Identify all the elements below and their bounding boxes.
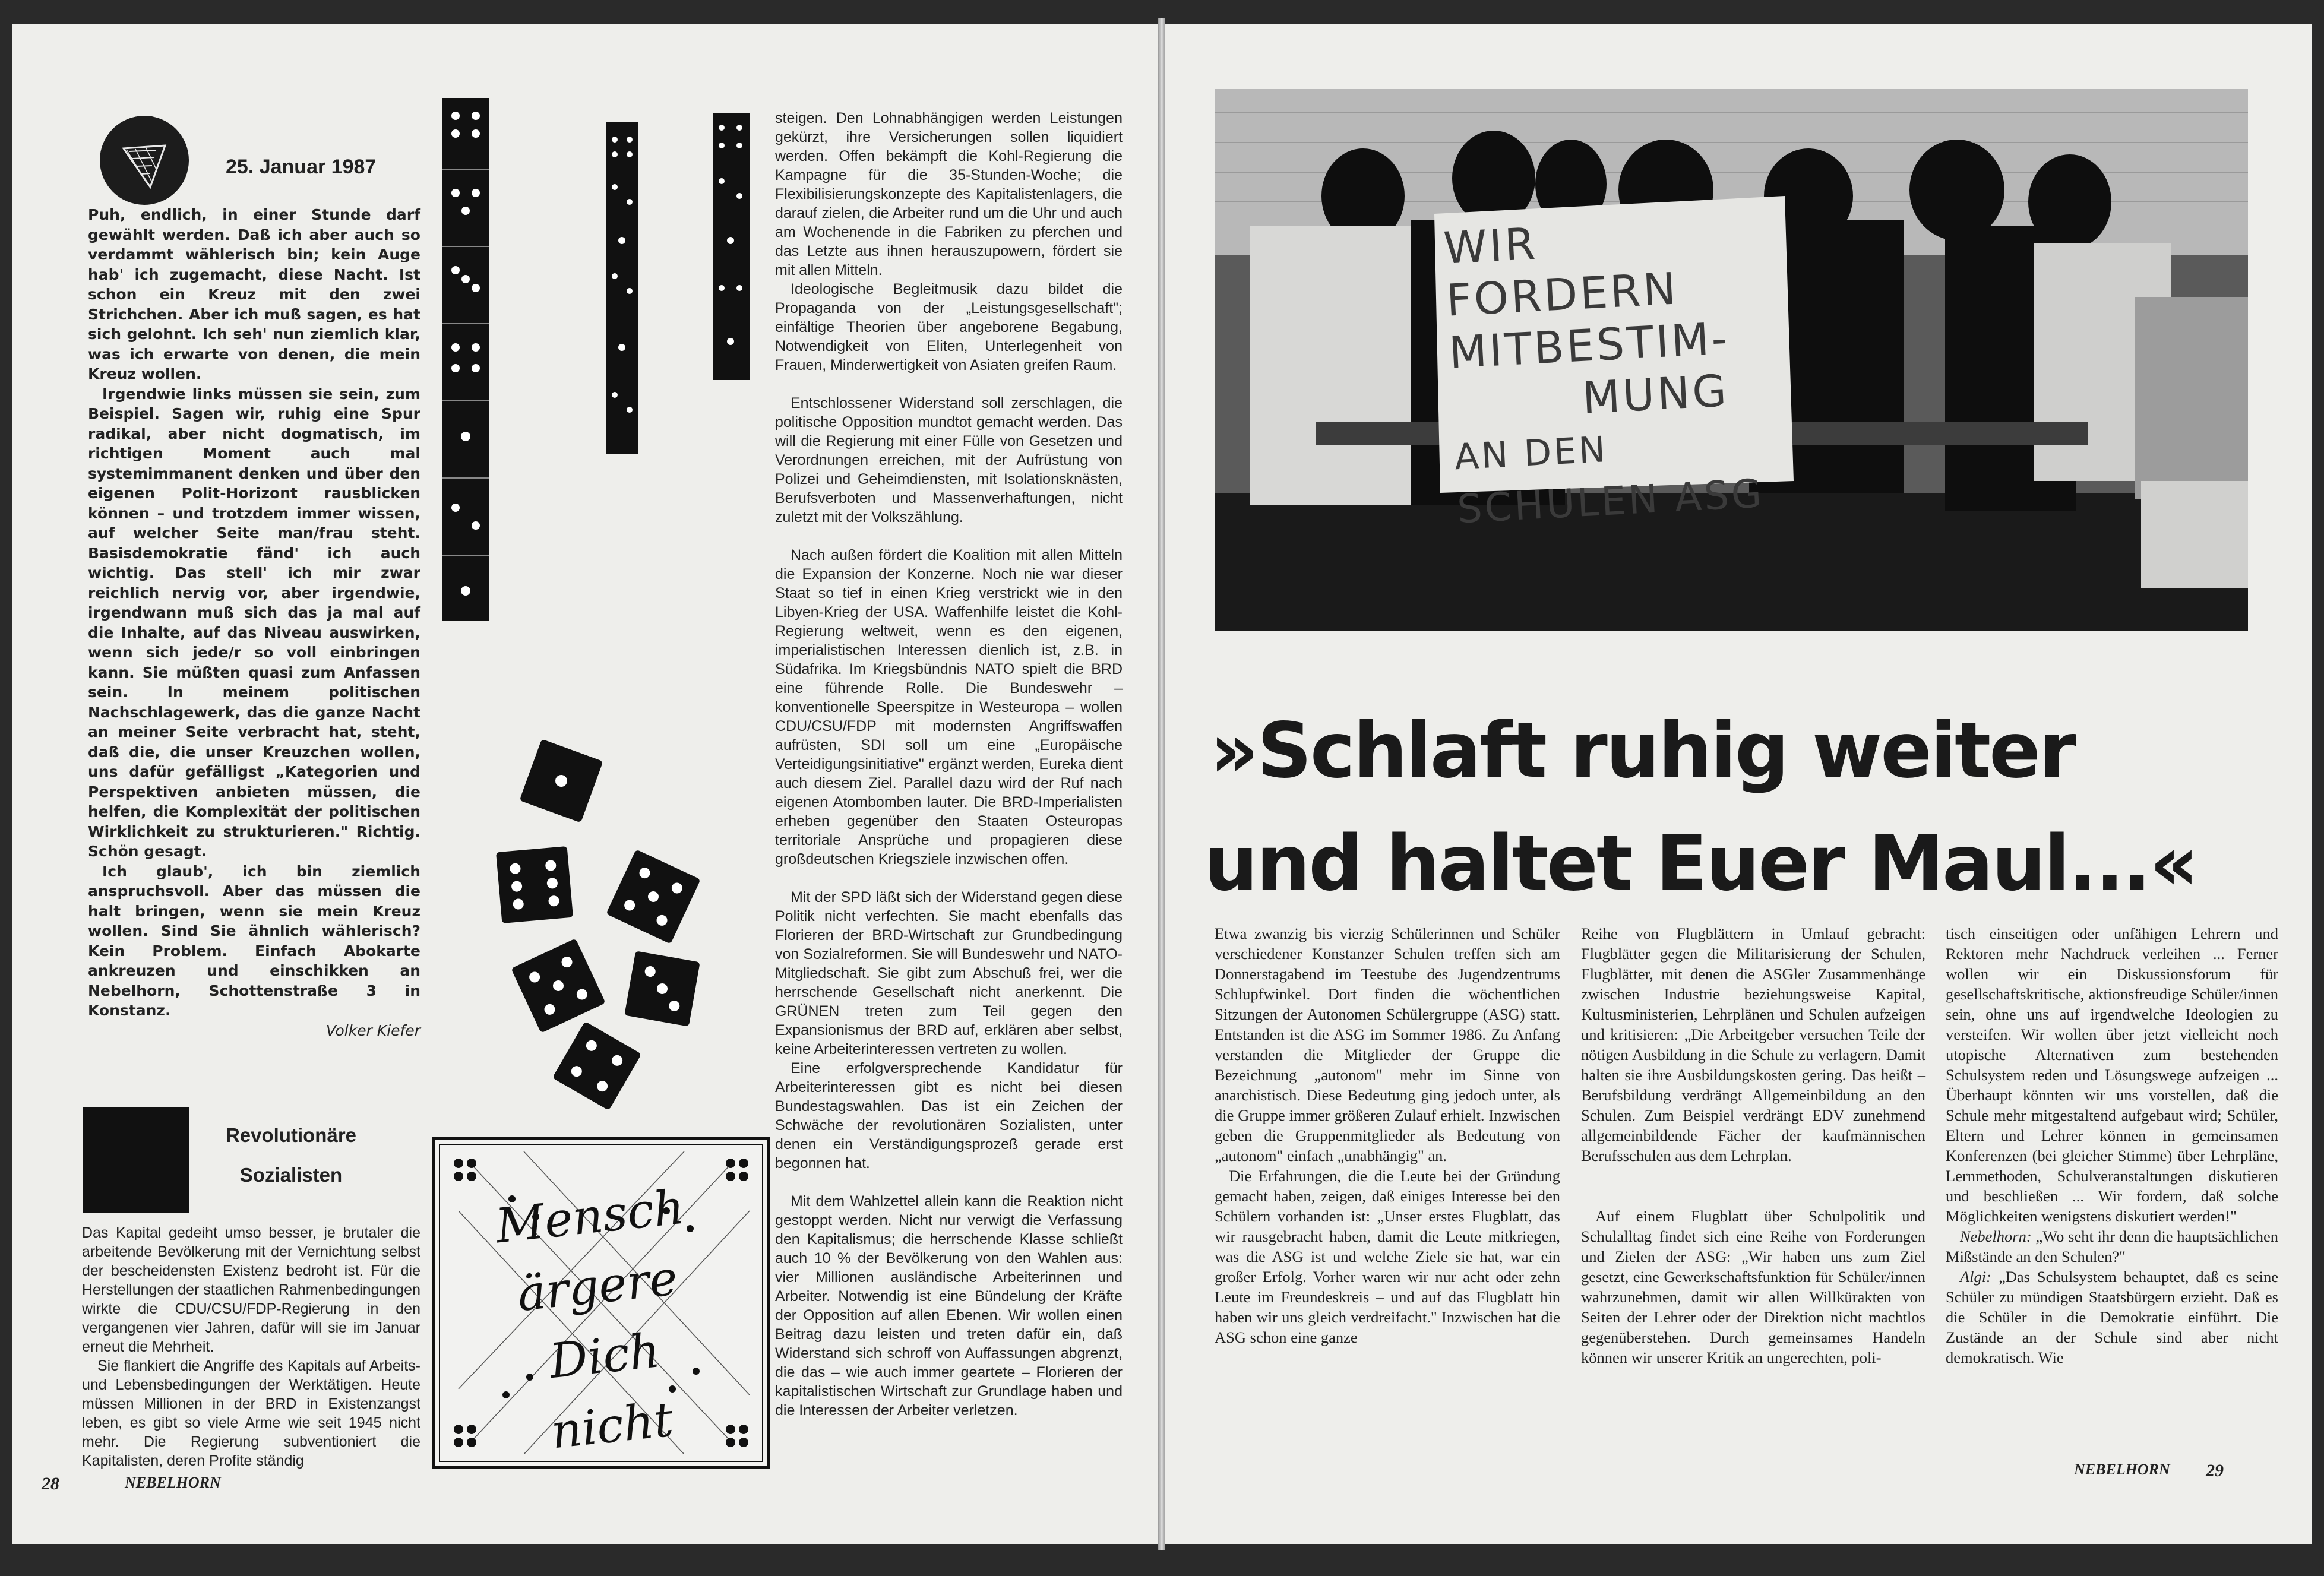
section-marker-square <box>83 1107 189 1213</box>
article-paragraph: Mit der SPD läßt sich der Widerstand gegen diese Politik nicht verfechten. Sie macht ebenfalls das Florieren der BRD-Wirtschaft zur Grundbedingung von Sozialreformen. Sie will Bundeswehr und NATO-Mitgliedschaft. Sie gibt zum Abschuß frei, wer die herrschende Gesellschaft nicht anerkennt. Die GRÜNEN treten zum Teil gegen den Expansionismus der BRD auf, erklären aber selbst, keine Arbeiterinteressen vertreten zu wollen. <box>775 889 1123 1058</box>
article-paragraph: steigen. Den Lohnabhängigen werden Leistungen gekürzt, ihre Versicherungen sollen liquidiert werden. Offen bekämpft die Kohl-Regierung die Kampagne für die 35-Stunden-Woche; die Flexibilisierungskonzepte des Kapitalistenlagers, die darauf zielen, die Arbeiter rund um die Uhr und auch am Wochenende in die Fabriken zu pferchen und das Letzte aus ihnen herauszupowern, fördert sie mit allen Mitteln. <box>775 110 1123 279</box>
socialists-column-right <box>775 109 1123 1420</box>
article-paragraph: Entschlossener Widerstand soll zerschlagen, die politische Opposition mundtot gemacht werden. Das will die Regierung mit einer Fülle von Gesetzen und Verordnungen erreichen, mit der Aufrüstung von Polizei und Geheimdiensten, mit Isolationsknästen, Berufsverboten und Massenverhaftungen, nicht zuletzt mit der Volkszählung. <box>775 395 1123 526</box>
interview-column-1 <box>1215 923 1560 1347</box>
banner-line: AN DEN <box>1453 428 1609 479</box>
socialists-column-left <box>82 1223 420 1470</box>
editorial-column <box>88 205 420 1040</box>
magazine-name: NEBELHORN <box>2074 1461 2170 1478</box>
banner-line: MITBESTIM- <box>1447 312 1731 379</box>
editorial-paragraph: Irgendwie links müssen sie sein, zum Beispiel. Sagen wir, ruhig eine Spur radikal, aber nicht dogmatisch, im richtigen Moment auch mal systemimmanent denken und über den eigenen Polit-Horizont rausblicken können – und trotzdem immer wissen, auf welcher Seite man/frau steht. Basisdemokratie fänd' ich auch wichtig. Das stell' ich mir zwar reichlich nervig vor, aber irgendwie, irgendwann muß sich das ja mal auf die Inhalte, auf das Niveau auswirken, wenn sich jede/r so voll einbringen kann. Sie müßten quasi zum Anfassen sein. In meinem politischen Nachschlagewerk, das die ganze Nacht an meiner Seite verbracht hat, steht, daß die, die unser Kreuzchen wollen, uns dafür gefälligst „Kategorien und Perspektiven anbieten müssen, die helfen, die Komplexität der politischen Wirklichkeit zu strukturieren." Richtig. Schön gesagt. <box>88 385 420 860</box>
interview-column-2 <box>1581 923 1925 1368</box>
magazine-name: NEBELHORN <box>125 1474 221 1491</box>
banner-line: SCHULEN ASG <box>1456 470 1765 533</box>
speaker-text: „Wo seht ihr denn die hauptsächlichen Mißstände an den Schulen?" <box>1946 1227 2279 1265</box>
article-paragraph: Mit dem Wahlzettel allein kann die Reaktion nicht gestoppt werden. Nicht nur verwigt die Verfassung den Kapitalismus; die herrschende Klasse schließt auch 10 % der Bevölkerung von den Wahlen aus: vier Millionen ausländische Arbeiterinnen und Arbeiter. Notwendig ist eine Bündelung der Kräfte der Opposition auf allen Ebenen. Wir wollen einen Beitrag dazu leisten und treten dafür ein, daß Widerstand sich schroff von Auffassungen abgrenzt, die das – wie auch immer geartete – Florieren der kapitalistischen Wirtschaft zur Grundlage haben und die Interessen der Arbeiter verletzen. <box>775 1193 1123 1419</box>
banner-line: WIR FORDERN <box>1442 218 1680 327</box>
author-signature: Volker Kiefer <box>325 1021 420 1039</box>
speaker-name: Algi: <box>1960 1268 1991 1286</box>
article-paragraph: Nach außen fördert die Koalition mit allen Mitteln die Expansion der Konzerne. Noch nie war dieser Staat so tief in einen Krieg verstrickt wie in den Libyen-Krieg der USA. Waffenhilfe leistet die Kohl-Regierung weltweit, wenn es den eigenen, imperialistischen Interessen dienlich ist, z.B. in Südafrika. Im Kriegsbündnis NATO spielt die BRD eine führende Rolle. Die Bundeswehr – konventionelle Speerspitze in Westeuropa – wollen CDU/CSU/FDP mit modernsten Angriffswaffen aufrüsten, SDI soll um eine „Europäische Verteidigungsinitiative" ergänzt werden, Eureka dient auch diesem Ziel. Parallel dazu wird der Ruf nach eigenen Atombomben lauter. Die BRD-Imperialisten erheben gegenüber den Staaten Osteuropas territoriale Ansprüche und propagieren diese großdeutschen Kriegsziele inzwischen offen. <box>775 547 1123 868</box>
left-page <box>12 24 1158 1544</box>
article-paragraph: Etwa zwanzig bis vierzig Schülerinnen und Schüler verschiedener Konstanzer Schulen treffen sich am Donnerstagabend im Teestube des Jugendzentrums Schlupfwinkel. Dort finden die wöchentlichen Sitzungen der Autonomen Schülergruppe (ASG) statt. Entstanden ist die ASG im Sommer 1986. Zu Anfang verstanden die Mitglieder der Gruppe die Bezeichnung „autonom" mehr im Sinne von anarchistisch. Diese Bedeutung ging jedoch unter, als die Gruppe immer größeren Zulauf erhielt. Inzwischen geben die Gruppenmitglieder als Bedeutung von „autonom" einfach „unabhängig" an. <box>1215 925 1560 1164</box>
section-title: Sozialisten <box>239 1164 343 1186</box>
editorial-paragraph: Ich glaub', ich bin ziemlich anspruchsvoll. Aber das müssen die halt bringen, wenn sie mein Kreuz wollen. Sind Sie ähnlich wählerisch? Kein Problem. Einfach Abokarte ankreuzen und einschikken an Nebelhorn, Schottenstraße 3 in Konstanz. <box>88 862 420 1019</box>
protest-photo <box>1215 89 2248 631</box>
date-heading: 25. Januar 1987 <box>226 156 377 178</box>
article-paragraph: Auf einem Flugblatt über Schulpolitik und Schulalltag findet sich eine Reihe von Forderungen und Zielen der ASG: „Wir haben uns zum Ziel gesetzt, eine Gewerkschaftsfunktion für Schüler/innen wahrzunehmen, damit wir allen Willkürakten von Seiten der Lehrer oder der Direktion nicht machtlos gegenüberstehen. Durch gemeinsames Handeln können wir unserer Kritik an ungerechten, poli- <box>1581 1207 1925 1366</box>
article-paragraph: Das Kapital gedeiht umso besser, je brutaler die arbeitende Bevölkerung mit der Vernichtung selbst der bescheidensten Existenz bedroht ist. Für die Herstellungen der staatlichen Rahmenbedingungen wirkte die CDU/CSU/FDP-Regierung in den vergangenen vier Jahren, dafür will sie im Januar erneut die Mehrheit. <box>82 1224 420 1355</box>
interview-column-3 <box>1946 923 2278 1368</box>
falling-dice-illustration <box>493 736 742 1116</box>
article-paragraph: Sie flankiert die Angriffe des Kapitals auf Arbeits- und Lebensbedingungen der Werktätigen. Heute müssen Millionen in der BRD in Existenzangst leben, es gibt so viele Arme wie seit 1945 nicht mehr. Die Regierung subventioniert die Kapitalisten, deren Profite ständig <box>82 1357 420 1469</box>
article-headline-line1: »Schlaft ruhig weiter <box>1210 707 2075 795</box>
banner-line: MUNG <box>1580 365 1730 424</box>
page-gutter <box>1158 18 1165 1550</box>
article-paragraph: Reihe von Flugblättern in Umlauf gebracht: Flugblätter gegen die Militarisierung der Schulen, Flugblätter, mit denen die ASGler Zusammenhänge zwischen Industrie beziehungsweise Kapital, Kultusministerien, Lehrplänen und Schulen aufzeigen und kritisieren: „Die Arbeitgeber versuchen Teile der nötigen Ausbildung in die Schule zu verlagern. Damit halten sie ihre Ausbildungskosten gering. Das heißt – Berufsbildung verdrängt Allgemeinbildung an den Schulen. Zum Beispiel verdrängt EDV zunehmend allgemeinbildende Fächer der kaufmännischen Berufsschulen aus dem Lehrplan. <box>1581 925 1925 1164</box>
article-paragraph: Die Erfahrungen, die die Leute bei der Gründung gemacht haben, zeigen, daß einiges Interesse bei den Schülern vorhanden ist: „Unser erstes Flugblatt, das wir rausgebracht haben, damit die Leute mitkriegen, was die ASG ist und welche Ziele sie hat, war ein großer Erfolg. Vorher waren wir nur acht oder zehn Leute im Freundeskreis – und auf das Flugblatt hin haben wir uns gleich verdreifacht." Inzwischen hat die ASG schon eine ganze <box>1215 1167 1560 1346</box>
magazine-logo-icon <box>100 116 189 205</box>
speaker-name: Nebelhorn: <box>1960 1227 2032 1245</box>
page-number: 29 <box>2206 1461 2224 1480</box>
article-paragraph: Ideologische Begleitmusik dazu bildet die Propaganda von der „Leistungsgesellschaft"; einfältige Theorien über angeborene Begabung, Notwendigkeit von Eliten, Unterlegenheit von Frauen, Minderwertigkeit von Asiaten greifen Raum. <box>775 281 1123 374</box>
right-page <box>1165 24 2312 1544</box>
article-paragraph: tisch einseitigen oder unfähigen Lehrern und Rektoren mehr Nachdruck verleihen ... Ferner wollen wir ein Diskussionsforum für gesellschaftskritische, aktionsfreudige Schüler/innen sein, ohne uns auf irgendwelche Ideologien zu versteifen. Wir wollen über jetzt vielleicht noch utopische Alternativen zum bestehenden Schulsystem reden und Lösungswege aufzeigen ... Überhaupt könnten wir uns vorstellen, daß die Schule mehr mitgestaltend aufgebaut wird; Schüler, Eltern und Lehrer können in gemeinsamen Konferenzen (bei gleicher Stimme) über Lehrpläne, Lernmethoden, Schulveranstaltungen diskutieren und beschließen ... Wir fordern, daß solche Möglichkeiten wenigstens diskutiert werden!" <box>1946 925 2278 1225</box>
protest-banner <box>1442 205 1788 533</box>
editorial-paragraph: Puh, endlich, in einer Stunde darf gewählt werden. Daß ich aber auch so verdammt wählerisch bin; kein Auge hab' ich zugemacht, diese Nacht. Ist schon ein Kreuz mit den zwei Strichchen. Aber ich muß sagen, es hat sich gelohnt. Ich seh' nun ziemlich klar, was ich erwarte von denen, die mein Kreuz wollen. <box>88 206 420 382</box>
board-game-illustration <box>432 1137 770 1469</box>
page-number: 28 <box>42 1474 59 1493</box>
dice-strips-illustration <box>442 98 811 632</box>
article-paragraph: Eine erfolgversprechende Kandidatur für Arbeiterinteressen gibt es nicht bei diesen Bundestagswahlen. Das ist ein Zeichen der Schwäche der revolutionären Sozialisten, unter denen ein Verständigungsprozeß gerade erst begonnen hat. <box>775 1060 1123 1172</box>
interview-question <box>1946 1226 2278 1267</box>
article-headline-line2: und haltet Euer Maul...« <box>1204 819 2197 908</box>
board-game-handwritten-text: Mensch ärgere Dich nicht <box>493 1179 687 1460</box>
speaker-text: „Das Schulsystem behauptet, daß es seine Schüler zu mündigen Staatsbürgern erzieht. Daß es die Schüler in die Demokratie einführt. Die Zustände an der Schule sind aber nicht demokratisch. Wie <box>1946 1268 2278 1366</box>
interview-answer <box>1946 1267 2278 1368</box>
section-title: Revolutionäre <box>225 1124 357 1146</box>
